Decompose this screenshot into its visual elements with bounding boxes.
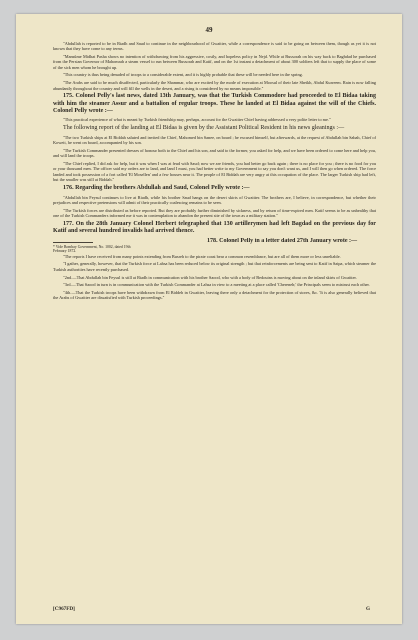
section-178: 178. Colonel Pelly in a letter dated 27th January wrote :— — [207, 237, 358, 244]
quote-paragraph: "Mansûme Midhat Pasha shows no intention of withdrawing from his aggressive, costly, and hopeless policy in Nejd. While at Bussorah on his way back to Baghdad he purchased from the Persian Governor of Mahomrah a steam vessel to run between Bussorah and Katif, and on the 1st instant a detachment of about 300 soldiers left that to supply the place of some of the sick men whom he brought up. — [53, 54, 376, 70]
quote-paragraph: "Abdullah bin Feysul continues to live at Riadh, while his brother Saud hangs on the desert skirts of Gwaitter. The brothers are, I believe, in correspondence, but whether their prejudices and respective pretensions will admit of their practically coalescing remains to be seen. — [53, 194, 376, 205]
quote-paragraph: "3rd.—That Saood in turn is in communication with the Turkish Commander at Lahsa in view to a meeting at a place called 'Chereneh;' the Principals seem to mistrust each other. — [63, 282, 370, 288]
print-code: [C967FD] — [53, 606, 75, 612]
page-content — [53, 41, 376, 303]
quote-paragraph: "The Arabs are said to be much disaffected, particularly the Shammar, who are excited by the mode of execution at Moosul of their late Sheikh, Abdul Kurreem. Rain is now falling abundantly throughout the country and will fill the wells in the desert, and a rising is considered by no means impossible." — [53, 80, 376, 91]
quote-block-1 — [53, 41, 376, 91]
quote-paragraph: "The Turkish Commander presented dresses of honour both to the Chief and his son, and said to the former, you asked for help, and we have been ordered to come here and help you, and will land the troops. — [53, 148, 376, 159]
quote-block-4 — [53, 195, 376, 219]
quote-paragraph: "2nd.—That Abdullah bin Feysul is still at Riadh in communication with his brother Saood, who with a body of Bedouins is moving about on the inland skirts of Gwaitter. — [63, 274, 357, 280]
page-number: 49 — [205, 26, 213, 34]
footnote — [53, 238, 191, 254]
gleanings-intro: The following report of the landing at El Bidaa is given by the Assistant Political Resident in his news gleanings :— — [63, 125, 345, 132]
quote-paragraph: "The Turkish forces are distributed as before reported. But they are probably further diminished by sickness, and by return of time-expired men. Katif seems to be as unhealthy that one of the Turkish Commanders informed me it was in contemplation to abandon the present site of the town as a military station." — [53, 207, 376, 218]
quote-paragraph: "This practical experience of what is meant by Turkish friendship may, perhaps, account for the Gwaitter Chief having addressed a very polite letter to me." — [63, 117, 331, 123]
section-177: 177. On the 28th January Colonel Herbert telegraphed that 130 artillerymen had left Bagdad on the previous day for Katif and several hundred invalids had arrived thence. — [53, 220, 376, 234]
quote-paragraph: "The two Turkish ships at El Biddah saluted and invited the Chief, Mahomed bin Sanee, on board ; he excused himself, but afterwards, at the request of Abdullah bin Sabah, Chief of Koweit, he went on board, accompanied by his son. — [53, 134, 376, 146]
quote-paragraph: "The Chief replied, I did ask for help, but it was when I was at feud with Saud; now we are friends, you had better go back again ; there is no place for you ; there is no food for you or your thousand men. The officer said my orders are to land, and land I must, you had better write to my Government to say you don't want us, and I will then go when ordered. The force landed and took possession of a fort called 'El Mosellen' and a few houses near it. The people of El Biddah are very angry at this occupation of the place. The larger Turkish ship had left, but the smaller was still at Biddah." — [53, 161, 376, 183]
footnote-line-2: February 1872. — [53, 249, 77, 254]
quote-paragraph: "I gather, generally, however, that the Turkish force at Lahsa has been reduced below its original strength ; but that reinforcements are being sent to Katif in Saipa, which steamer the Turkish authorities have recently purchased. — [53, 261, 376, 272]
section-178-block — [53, 238, 376, 254]
signature-mark: G — [365, 606, 370, 612]
section-175: 175. Colonel Pelly's last news, dated 13th January, was that the Turkish Commodore had proceeded to El Bidaa taking with him the steamer Assur and a battalion of regular troops. These he landed at El Bidaa against the will of the Chiefs. Colonel Pelly wrote :— — [53, 93, 376, 114]
quote-paragraph: "4th.—That the Turkish troops have been withdrawn from El Biddeh in Gwaitter, leaving there only a detachment for the protection of stores, &c. 'It is also generally believed that the Arabs of Gwaitter are dissatisfied with Turkish proceedings." — [53, 290, 376, 301]
quote-paragraph: "Abdullah is reported to be in Riadh and Saud to continue in the neighbourhood of Gwaitter, while a correspondence is said to be going on between them, though as yet it is not known that they have come to any terms. — [53, 41, 376, 52]
footnote-line-1: * Vide Bombay Government, No. 1002, dated 19th — [53, 244, 131, 249]
page-footer — [53, 606, 376, 616]
quote-block-5 — [53, 254, 376, 301]
quote-paragraph: "The reports I have received from many points extending from Busreh to the pirate coast bear a common resemblance, but are all of them more or less unreliable. — [63, 253, 341, 259]
quote-block-2 — [53, 117, 376, 122]
quote-paragraph: "This country is thus being denuded of troops to a considerable extent, and it is highly probable that these will be needed here in the spring. — [63, 72, 303, 78]
quote-block-3 — [53, 135, 376, 182]
footnote-rule — [53, 242, 93, 243]
document-page — [16, 14, 402, 624]
section-176: 176. Regarding the brothers Abdullah and Saud, Colonel Pelly wrote :— — [63, 184, 250, 191]
